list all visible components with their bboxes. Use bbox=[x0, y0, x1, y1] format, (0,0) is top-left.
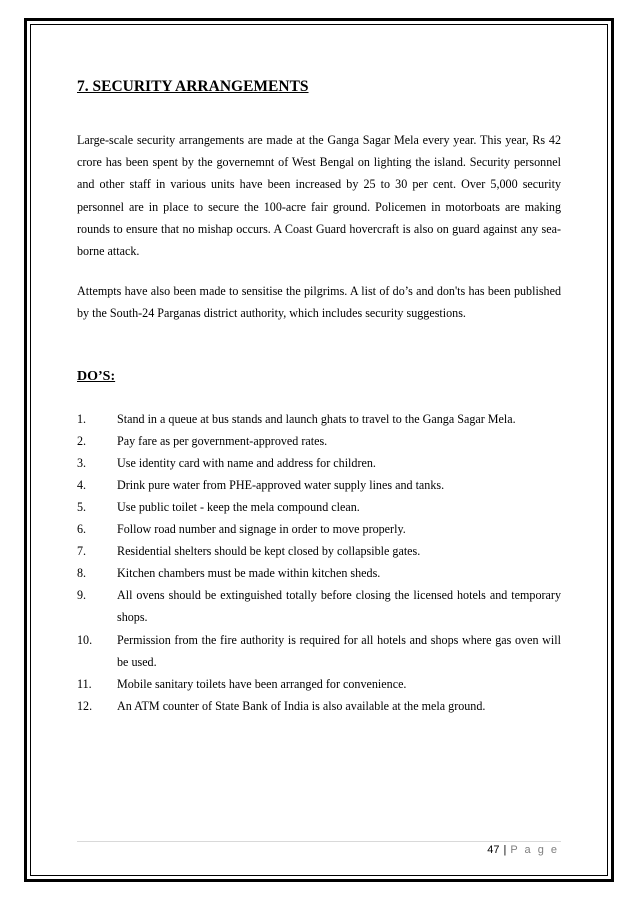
list-item-number: 3. bbox=[77, 455, 87, 470]
list-item bbox=[77, 430, 561, 452]
list-item-text: Stand in a queue at bus stands and launch ghats to travel to the Ganga Sagar Mela. bbox=[117, 411, 516, 426]
dos-list bbox=[77, 408, 561, 717]
list-item-number: 12. bbox=[77, 698, 93, 713]
list-item bbox=[77, 496, 561, 518]
list-item-number: 10. bbox=[77, 632, 93, 647]
list-item bbox=[77, 474, 561, 496]
page-label: P a g e bbox=[510, 844, 559, 856]
page-number: 47 bbox=[487, 844, 500, 856]
list-item-number: 9. bbox=[77, 588, 87, 603]
list-item bbox=[77, 673, 561, 695]
page-content bbox=[77, 76, 561, 717]
dos-heading: DO’S: bbox=[77, 368, 116, 384]
list-item-text: Kitchen chambers must be made within kitchen sheds. bbox=[117, 566, 381, 581]
page-footer-separator: | bbox=[503, 844, 507, 856]
footer-divider bbox=[77, 841, 561, 842]
list-item-text: Residential shelters should be kept closed by collapsible gates. bbox=[117, 544, 421, 559]
list-item bbox=[77, 562, 561, 584]
paragraph-sensitise-pilgrims: Attempts have also been made to sensitise the pilgrims. A list of do’s and don'ts has been published by the South-24 Parganas district authority, which includes security suggestions. bbox=[77, 284, 561, 321]
list-item bbox=[77, 518, 561, 540]
list-item-number: 2. bbox=[77, 433, 87, 448]
section-title: 7. SECURITY ARRANGEMENTS bbox=[77, 78, 309, 95]
list-item-text: An ATM counter of State Bank of India is also available at the mela ground. bbox=[117, 698, 486, 713]
list-item-number: 6. bbox=[77, 522, 87, 537]
list-item bbox=[77, 629, 561, 673]
list-item bbox=[77, 584, 561, 628]
list-item-text: All ovens should be extinguished totally before closing the licensed hotels and temporary shops. bbox=[117, 588, 561, 625]
list-item-text: Mobile sanitary toilets have been arranged for convenience. bbox=[117, 676, 407, 691]
list-item-number: 5. bbox=[77, 500, 87, 514]
list-item-number: 1. bbox=[77, 411, 87, 426]
list-item bbox=[77, 540, 561, 562]
list-item-text: Use public toilet - keep the mela compound clean. bbox=[117, 500, 360, 514]
list-item-number: 8. bbox=[77, 566, 87, 581]
list-item-text: Follow road number and signage in order to move properly. bbox=[117, 522, 406, 537]
list-item-number: 4. bbox=[77, 477, 87, 492]
list-item-number: 11. bbox=[77, 676, 92, 691]
list-item-text: Permission from the fire authority is required for all hotels and shops where gas oven will be used. bbox=[117, 632, 561, 669]
list-item-number: 7. bbox=[77, 544, 87, 559]
paragraph-security-overview: Large-scale security arrangements are made at the Ganga Sagar Mela every year. This year, Rs 42 crore has been spent by the governemnt of West Bengal on lighting the island. Security personnel and other staff in various units have been increased by 25 to 30 per cent. Over 5,000 security personnel are in place to secure the 100-acre fair ground. Policemen in motorboats are making rounds to ensure that no mishap occurs. A Coast Guard hovercraft is also on guard against any sea-borne attack. bbox=[77, 133, 561, 259]
list-item-text: Use identity card with name and address for children. bbox=[117, 455, 376, 470]
list-item-text: Pay fare as per government-approved rates. bbox=[117, 433, 328, 448]
list-item bbox=[77, 695, 561, 717]
list-item-text: Drink pure water from PHE-approved water supply lines and tanks. bbox=[117, 477, 445, 492]
list-item bbox=[77, 408, 561, 430]
page-footer bbox=[487, 844, 559, 856]
list-item bbox=[77, 452, 561, 474]
